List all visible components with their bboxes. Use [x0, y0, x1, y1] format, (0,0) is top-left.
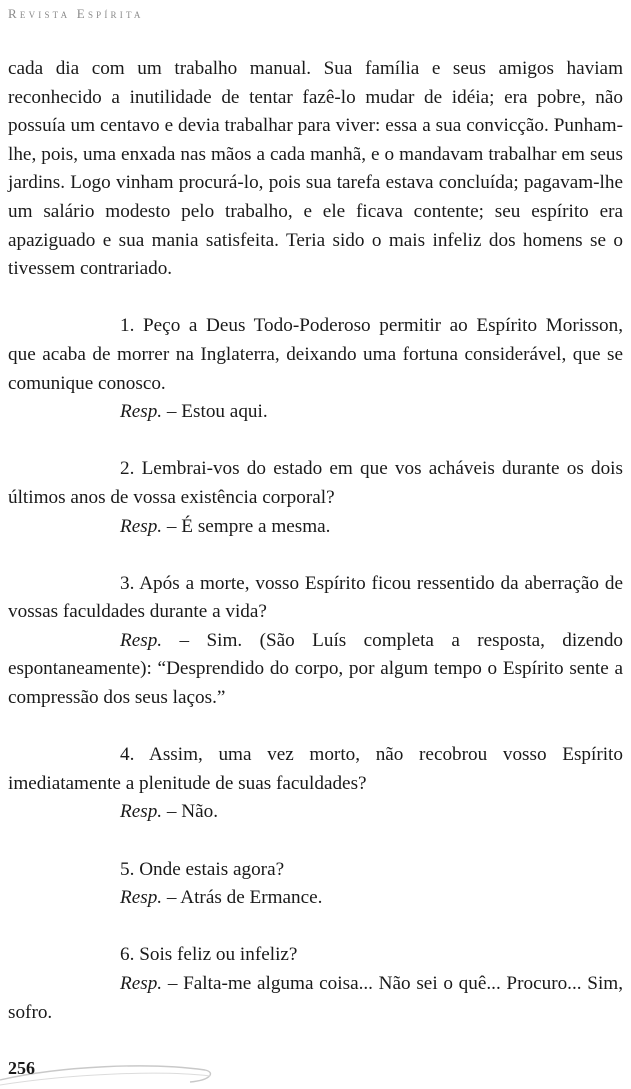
answer-3: [8, 627, 623, 713]
resp-label: Resp.: [120, 629, 163, 651]
resp-label: Resp.: [120, 515, 163, 537]
running-header: Revista Espírita: [8, 6, 144, 21]
question-1: 1. Peço a Deus Todo-Poderoso permitir ao Espírito Morisson, que acaba de morrer na Inglaterra, deixando uma fortuna considerável, que se comunique conosco.: [8, 315, 623, 394]
answer-5-text: – Atrás de Ermance.: [166, 887, 323, 909]
answer-1-text: – Estou aqui.: [166, 401, 268, 423]
answer-2-text: – É sempre a mesma.: [166, 515, 331, 537]
answer-6-text: – Falta-me alguma coisa... Não sei o quê... Procuro... Sim, sofro.: [8, 973, 623, 1023]
footer-swoosh-ornament: [0, 1052, 260, 1089]
question-2: 2. Lembrai-vos do estado em que vos acháveis durante os dois últimos anos de vossa existência corporal?: [8, 458, 623, 508]
resp-label: Resp.: [120, 887, 163, 909]
answer-4: [8, 798, 623, 827]
answer-4-text: – Não.: [166, 801, 219, 823]
resp-label: Resp.: [120, 973, 163, 994]
answer-6: [8, 970, 623, 1027]
intro-paragraph: cada dia com um trabalho manual. Sua família e seus amigos haviam reconhecido a inutilidade de tentar fazê-lo mudar de idéia; era pobre, não possuía um centavo e devia trabalhar para viver: essa a sua convicção. Punham-lhe, pois, uma enxada nas mãos a cada manhã, e o mandavam trabalhar em seus jardins. Logo vinham procurá-lo, pois sua tarefa estava concluída; pagavam-lhe um salário modesto pelo trabalho, e ele ficava contente; seu espírito era apaziguado e sua mania satisfeita. Teria sido o mais infeliz dos homens se o tivessem contrariado.: [8, 58, 623, 280]
answer-2: [8, 513, 623, 542]
answer-5: [8, 884, 623, 913]
resp-label: Resp.: [120, 801, 163, 823]
question-5: 5. Onde estais agora?: [120, 858, 285, 880]
page-body: [8, 55, 623, 1027]
question-3: 3. Após a morte, vosso Espírito ficou ressentido da aberração de vossas faculdades durante a vida?: [8, 572, 623, 623]
answer-3-text: – Sim. (São Luís completa a resposta, dizendo espontaneamente): “Desprendido do corpo, por algum tempo o Espírito sente a compressão dos seus laços.”: [8, 629, 624, 709]
question-6: 6. Sois feliz ou infeliz?: [120, 944, 298, 966]
resp-label: Resp.: [120, 401, 163, 423]
question-4: 4. Assim, uma vez morto, não recobrou vosso Espírito imediatamente a plenitude de suas faculdades?: [8, 744, 623, 794]
page-number: 256: [8, 1058, 35, 1078]
answer-1: [8, 398, 623, 427]
